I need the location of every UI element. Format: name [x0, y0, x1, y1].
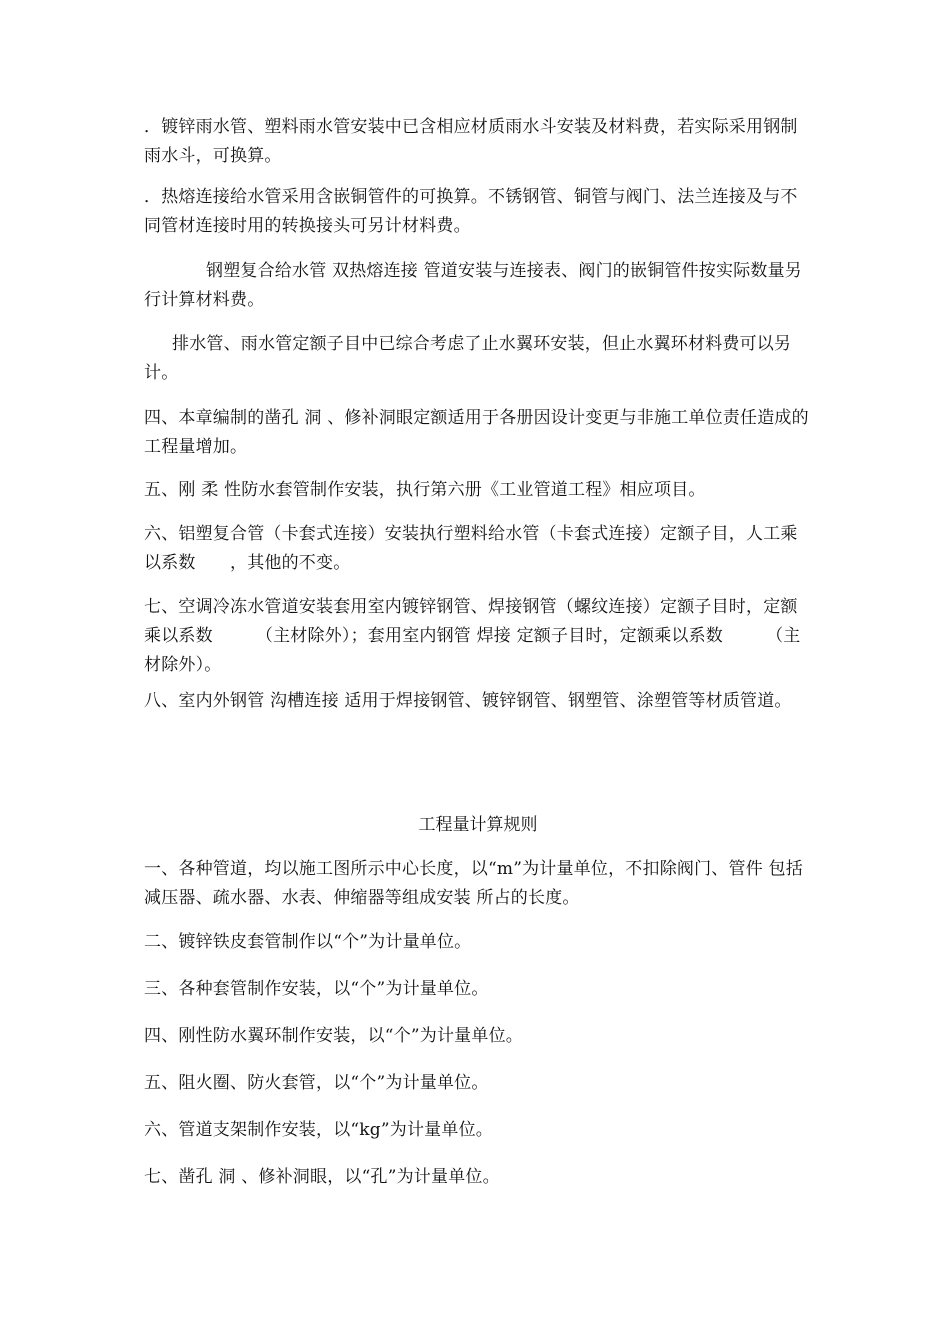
rule-item-1: 一、各种管道，均以施工图所示中心长度，以“m”为计量单位，不扣除阀门、管件 包括减压器、疏水器、水表、伸缩器等组成安装 所占的长度。 — [144, 859, 803, 908]
paragraph-item-8: 八、室内外钢管 沟槽连接 适用于焊接钢管、镀锌钢管、钢塑管、涂塑管等材质管道。 — [144, 691, 792, 711]
rule-item-4: 四、刚性防水翼环制作安装，以“个”为计量单位。 — [144, 1026, 523, 1046]
paragraph-steel-plastic-pipe: 钢塑复合给水管 双热熔连接 管道安装与连接表、阀门的嵌铜管件按实际数量另行计算材料费。 — [144, 261, 803, 310]
paragraph-item-4: 四、本章编制的凿孔 洞 、修补洞眼定额适用于各册因设计变更与非施工单位责任造成的工程量增加。 — [144, 408, 809, 457]
paragraph-hot-melt-pipe: ．热熔连接给水管采用含嵌铜管件的可换算。不锈钢管、铜管与阀门、法兰连接及与不同管材连接时用的转换接头可另计材料费。 — [144, 187, 798, 236]
paragraph-item-7: 七、空调冷冻水管道安装套用室内镀锌钢管、焊接钢管（螺纹连接）定额子目时，定额乘以系数 （主材除外）；套用室内钢管 焊接 定额子目时，定额乘以系数 （主材除外）。 — [144, 597, 801, 675]
paragraph-rainwater-pipe: ．镀锌雨水管、塑料雨水管安装中已含相应材质雨水斗安装及材料费，若实际采用钢制雨水斗，可换算。 — [144, 117, 798, 166]
rule-item-6: 六、管道支架制作安装，以“kg”为计量单位。 — [144, 1120, 493, 1140]
rule-item-5: 五、阻火圈、防火套管，以“个”为计量单位。 — [144, 1073, 489, 1093]
rule-item-7: 七、凿孔 洞 、修补洞眼，以“孔”为计量单位。 — [144, 1167, 500, 1187]
paragraph-drain-pipe: 排水管、雨水管定额子目中已综合考虑了止水翼环安装，但止水翼环材料费可以另计。 — [144, 334, 792, 383]
paragraph-item-5: 五、刚 柔 性防水套管制作安装，执行第六册《工业管道工程》相应项目。 — [144, 480, 706, 500]
paragraph-item-6: 六、铝塑复合管（卡套式连接）安装执行塑料给水管（卡套式连接）定额子目，人工乘以系数 ，其他的不变。 — [144, 524, 798, 573]
rule-item-2: 二、镀锌铁皮套管制作以“个”为计量单位。 — [144, 932, 472, 952]
section-title: 工程量计算规则 — [418, 815, 538, 835]
rule-item-3: 三、各种套管制作安装，以“个”为计量单位。 — [144, 979, 489, 999]
